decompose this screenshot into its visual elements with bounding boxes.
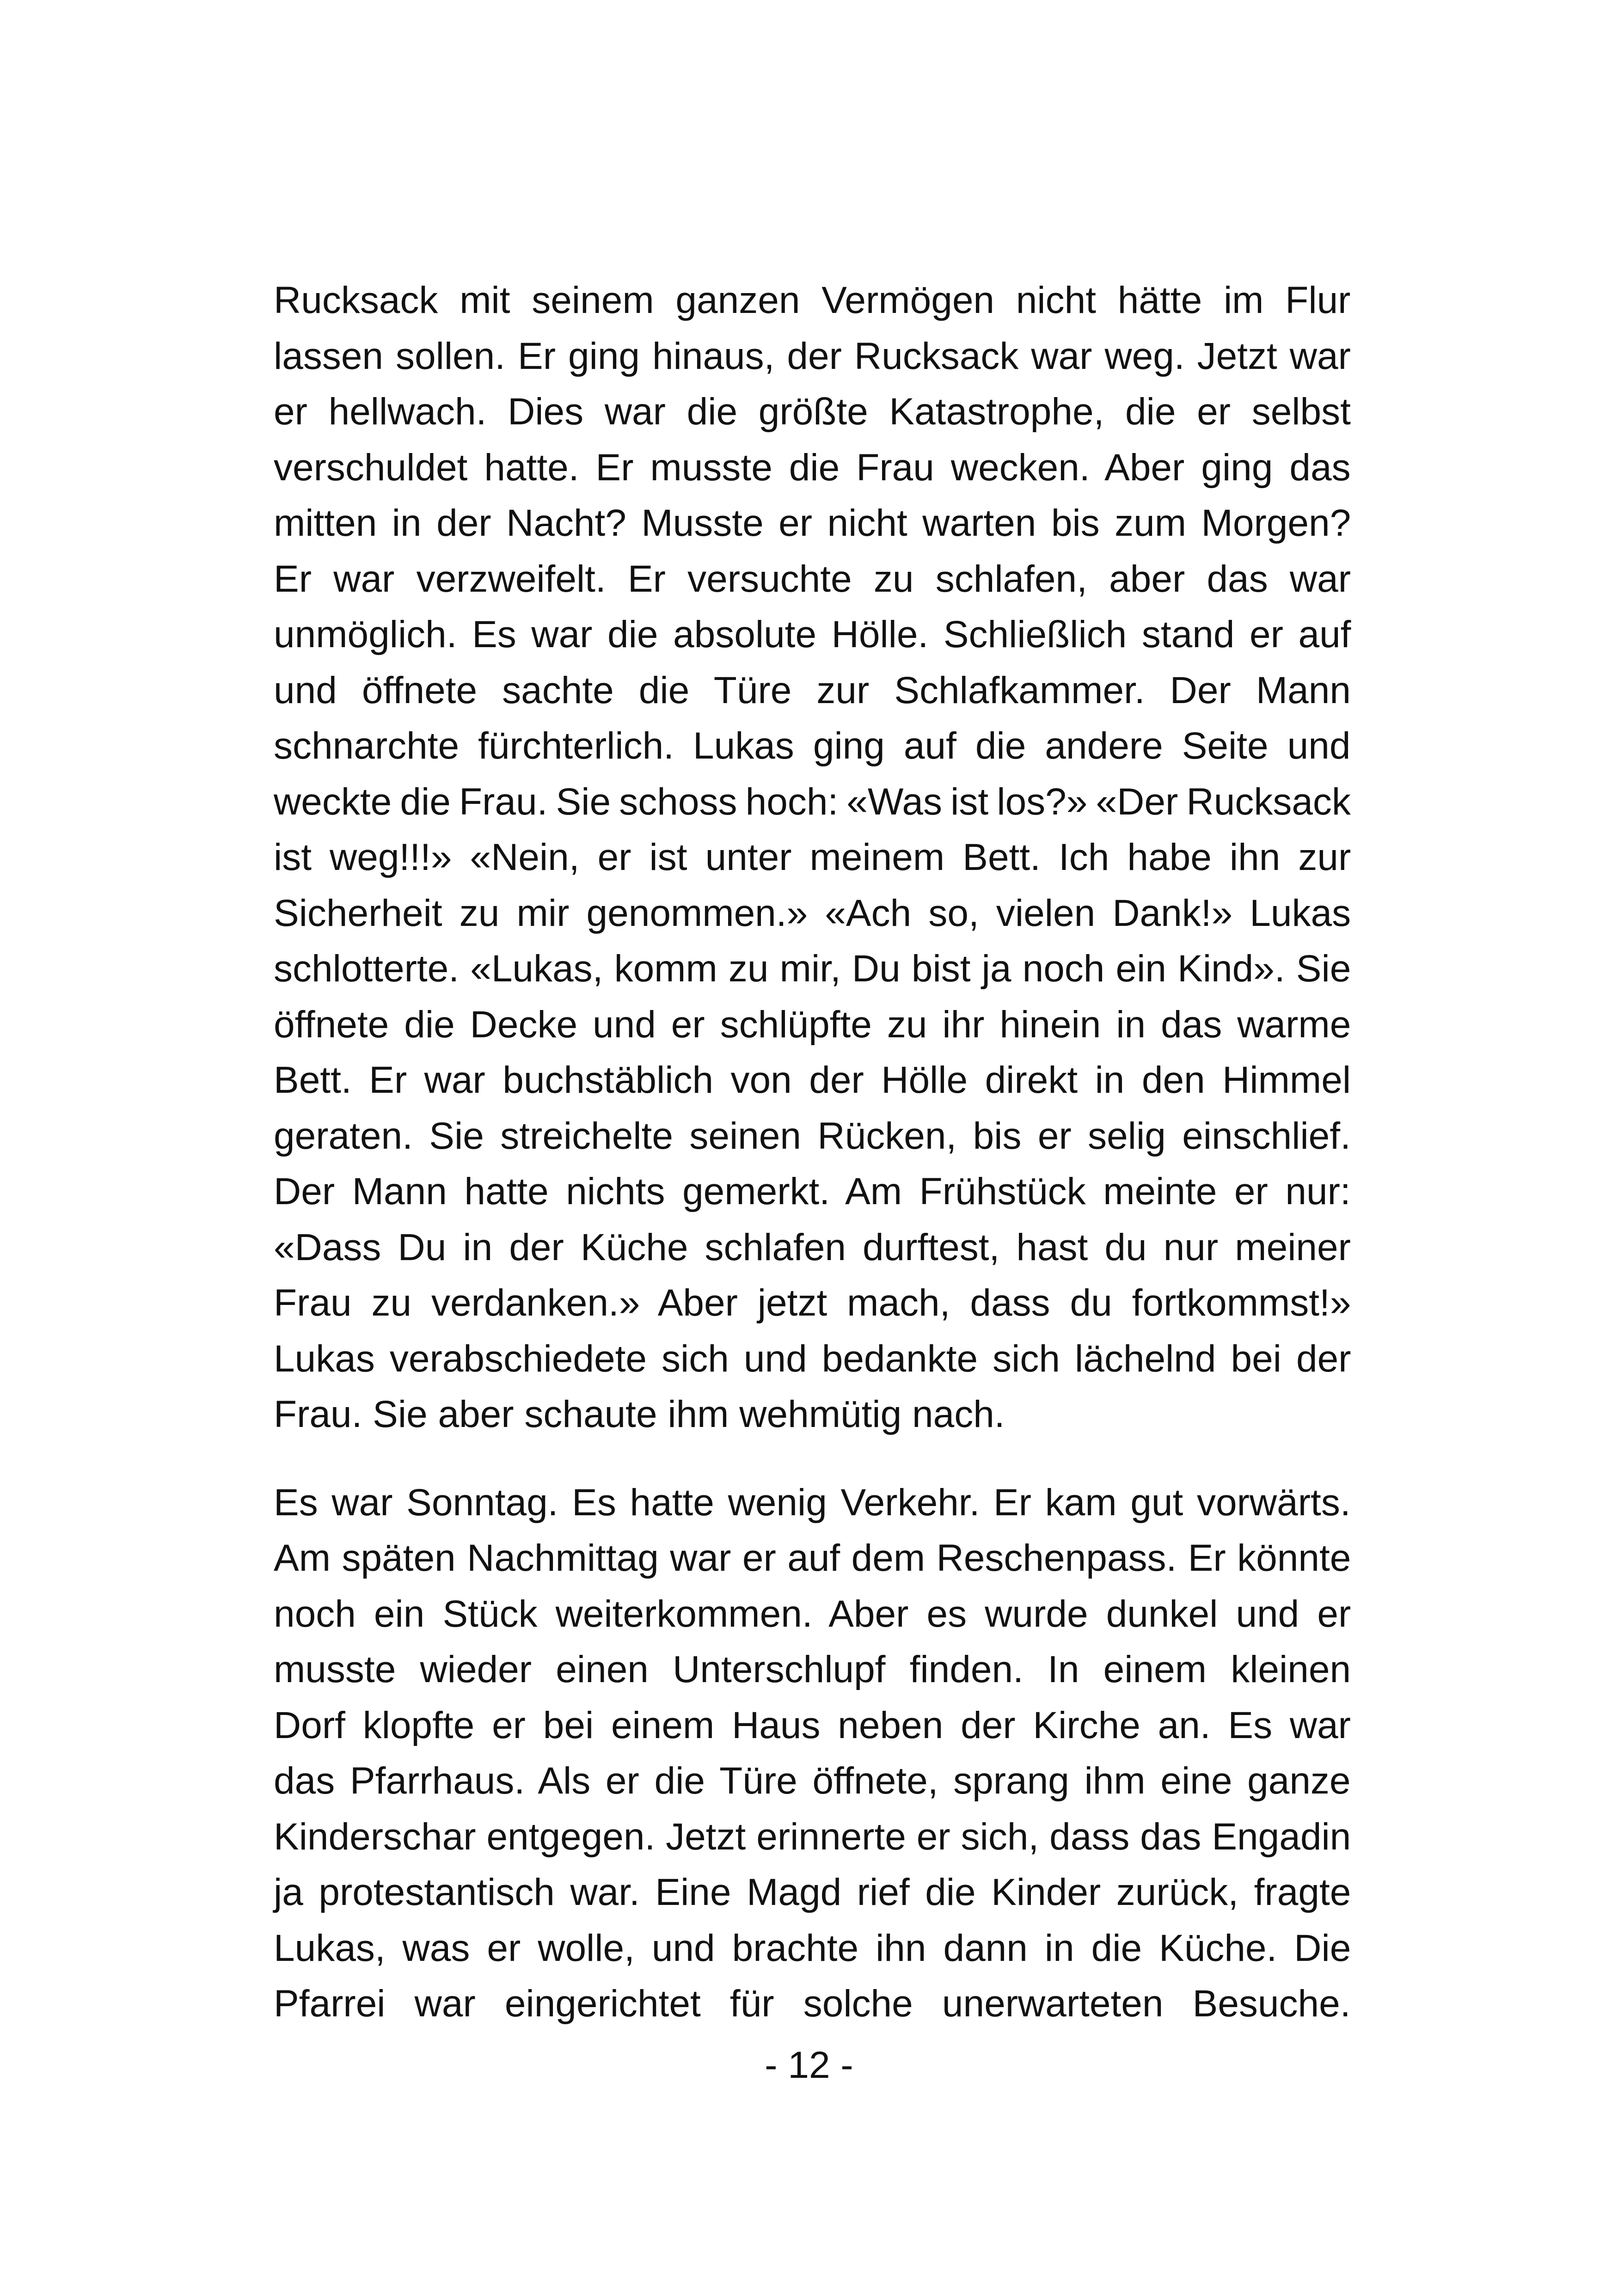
- text-line: weckte die Frau. Sie schoss hoch: «Was ist los?» «Der Rucksack: [274, 780, 1351, 823]
- text-line: Frau. Sie aber schaute ihm wehmütig nach.: [274, 1393, 1005, 1435]
- text-line: schlotterte. «Lukas, komm zu mir, Du bist ja noch ein Kind». Sie: [274, 948, 1351, 990]
- text-line: Sicherheit zu mir genommen.» «Ach so, vielen Dank!» Lukas: [274, 892, 1351, 934]
- text-line: Er war verzweifelt. Er versuchte zu schlafen, aber das war: [274, 557, 1351, 600]
- text-line: Bett. Er war buchstäblich von der Hölle direkt in den Himmel: [274, 1059, 1351, 1101]
- text-line: er hellwach. Dies war die größte Katastrophe, die er selbst: [274, 391, 1351, 433]
- text-line: Es war Sonntag. Es hatte wenig Verkehr. Er kam gut vorwärts.: [274, 1481, 1351, 1524]
- text-line: noch ein Stück weiterkommen. Aber es wurde dunkel und er: [274, 1592, 1351, 1635]
- text-line: Am späten Nachmittag war er auf dem Reschenpass. Er könnte: [274, 1537, 1351, 1579]
- text-line: und öffnete sachte die Türe zur Schlafkammer. Der Mann: [274, 669, 1351, 711]
- text-line: unmöglich. Es war die absolute Hölle. Schließlich stand er auf: [274, 613, 1351, 655]
- text-line: öffnete die Decke und er schlüpfte zu ihr hinein in das warme: [274, 1003, 1351, 1046]
- text-line: mitten in der Nacht? Musste er nicht warten bis zum Morgen?: [274, 502, 1351, 544]
- text-line: Lukas verabschiedete sich und bedankte sich lächelnd bei der: [274, 1337, 1351, 1380]
- text-line: Dorf klopfte er bei einem Haus neben der Kirche an. Es war: [274, 1704, 1351, 1746]
- text-line: Lukas, was er wolle, und brachte ihn dann in die Küche. Die: [274, 1927, 1351, 1969]
- text-line: Rucksack mit seinem ganzen Vermögen nicht hätte im Flur: [274, 279, 1351, 321]
- text-line: Kinderschar entgegen. Jetzt erinnerte er sich, dass das Engadin: [274, 1815, 1351, 1858]
- text-line: «Dass Du in der Küche schlafen durftest, hast du nur meiner: [274, 1226, 1351, 1268]
- text-line: das Pfarrhaus. Als er die Türe öffnete, sprang ihm eine ganze: [274, 1760, 1351, 1802]
- text-line: Frau zu verdanken.» Aber jetzt mach, dass du fortkommst!»: [274, 1282, 1351, 1324]
- text-line: musste wieder einen Unterschlupf finden. In einem kleinen: [274, 1648, 1351, 1690]
- text-line: verschuldet hatte. Er musste die Frau wecken. Aber ging das: [274, 446, 1351, 489]
- text-line: ist weg!!!» «Nein, er ist unter meinem Bett. Ich habe ihn zur: [274, 836, 1351, 878]
- text-line: Der Mann hatte nichts gemerkt. Am Frühstück meinte er nur:: [274, 1170, 1351, 1212]
- text-line: schnarchte fürchterlich. Lukas ging auf die andere Seite und: [274, 725, 1351, 767]
- paragraph-1: [274, 273, 1351, 1443]
- page-number: - 12 -: [765, 2044, 853, 2086]
- text-line: lassen sollen. Er ging hinaus, der Rucksack war weg. Jetzt war: [274, 335, 1351, 377]
- text-line: Pfarrei war eingerichtet für solche unerwarteten Besuche.: [274, 1983, 1351, 2025]
- text-line: geraten. Sie streichelte seinen Rücken, bis er selig einschlief.: [274, 1114, 1351, 1157]
- text-line: ja protestantisch war. Eine Magd rief die Kinder zurück, fragte: [274, 1871, 1351, 1913]
- paragraph-2: [274, 1475, 1351, 2032]
- text-body: [274, 273, 1351, 2032]
